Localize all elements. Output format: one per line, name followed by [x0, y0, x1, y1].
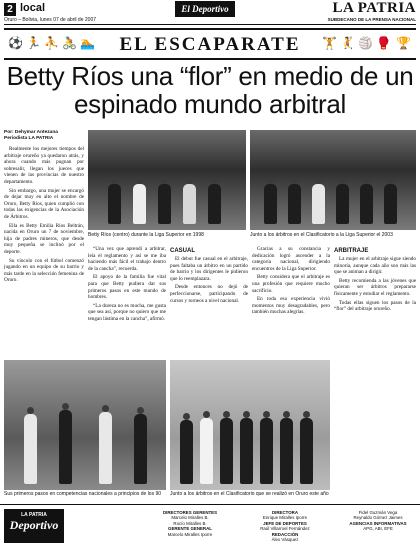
- staff-role: DIRECTORA: [271, 510, 299, 515]
- figure-icon: 🥊: [376, 36, 391, 50]
- paragraph: Desde entonces no dejó de perfeccionarse, participando de cursos y torneos a nivel nacional.: [170, 284, 248, 304]
- paragraph: Betty recomienda a las jóvenes que quieran ser árbitros prepararse físicamente y estudiar el reglamento.: [334, 277, 416, 297]
- byline-author: Por: Dehymar Antezana: [4, 130, 58, 135]
- page-header: [0, 0, 420, 28]
- footer-logo: [4, 509, 64, 543]
- staff-name: Raúl Villarroel Fernández: [260, 526, 310, 532]
- figure-icon: ⚽: [8, 36, 23, 50]
- dateline: Oruro – Bolivia, lunes 07 de abril de 2007: [4, 17, 97, 23]
- staff-role: GERENTE GENERAL: [168, 526, 212, 532]
- article-column-4: [252, 246, 330, 358]
- paragraph: Todas ellas siguen los pasos de la “flor” del arbitraje orureño.: [334, 299, 416, 313]
- paragraph: El debut fue casual en el arbitraje, pues faltaba un árbitro en un partido de barrio y los dirigentes le pidieron que lo reemplazara.: [170, 256, 248, 282]
- paragraph: Betty considera que el arbitraje es una profesión que requiere mucho sacrificio.: [252, 274, 330, 294]
- paragraph: Sin embargo, una mujer se encargó de dejar muy en alto el nombre de Oruro, Betty Ríos, quien cumplió con todas las exigencias de la Asociación de Árbitros.: [4, 187, 84, 220]
- article-column-1: [4, 146, 84, 356]
- staff-name: Marcelo Miralles Iporre: [167, 531, 213, 537]
- paragraph: En toda esa experiencia vivió momentos muy desagradables, pero también muchas alegrías.: [252, 296, 330, 316]
- paragraph: Gracias a su constancia y dedicación logró ascender a la categoría nacional, dirigiendo encuentros de la Liga Superior.: [252, 246, 330, 272]
- header-rule: [4, 24, 416, 25]
- article-headline: Betty Ríos una “flor” en medio de un espinado mundo arbitral: [6, 61, 414, 119]
- photo-primeros-pasos: [4, 360, 166, 490]
- photo-liga-superior-1998: [88, 130, 246, 230]
- staff-name: Fidel Guzmán Vega: [358, 510, 398, 515]
- staff-name: APG, ABI, EFE: [363, 526, 393, 532]
- photo-clasificatorio-oruro: [170, 360, 330, 490]
- newspaper-brand: LA PATRIA: [332, 0, 416, 16]
- figure-icon: 🏋: [322, 36, 337, 50]
- staff-block: [340, 510, 416, 532]
- paragraph: “Una vez que aprendí a arbitrar, leía el reglamento y así se me iba haciendo más fácil el trabajo dentro de la cancha”, recuerda.: [88, 246, 166, 272]
- supplement-logo: El Deportivo: [175, 1, 235, 17]
- staff-name: Reynaldo Gómez Jaimes: [353, 515, 403, 521]
- paragraph: Realmente los mejores tiempos del arbitraje orureño ya quedaron atrás, y ahora cuando más pugnan por sobresalir, llegan los jueces que vienen de las provincias de nuestro departamento.: [4, 146, 84, 185]
- figure-icon: 🏊: [80, 36, 95, 50]
- staff-name: Álex Vásquez: [271, 537, 299, 543]
- section-label: local: [20, 2, 46, 14]
- figure-icon: 🏐: [358, 36, 373, 50]
- paragraph: Su vínculo con el fútbol comenzó jugando en un equipo de su barrio y más tarde en la selección femenina de Oruro.: [4, 257, 84, 284]
- staff-role: DIRECTORES GERENTES: [162, 510, 218, 515]
- photo-caption: Junto a los árbitros en el Clasificatorio que se realizó en Oruro este año: [170, 491, 329, 497]
- photo-caption: Junto a los árbitros en el Clasificatorio a la Liga Superior el 2003: [250, 232, 393, 238]
- photo-clasificatorio-2003: [250, 130, 416, 230]
- subheading: CASUAL: [170, 248, 195, 254]
- footer-logo-bottom: Deportivo: [9, 518, 59, 532]
- paragraph: La mujer en el arbitraje sigue siendo minoría, aunque cada año son más las que se animan a dirigir.: [334, 256, 416, 276]
- masthead-footer: [0, 504, 420, 547]
- section-banner: [4, 28, 416, 60]
- byline-role: Periodista LA PATRIA: [4, 136, 54, 141]
- figure-icon: ⛹: [44, 36, 59, 50]
- paragraph: Ella es Betty Emilia Ríos Beltrán, nacida en Oruro un 7 de noviembre, hija de padres mineros, que desde muy pequeña se inclinó por el deporte.: [4, 222, 84, 255]
- figure-icon: 🏃: [26, 36, 41, 50]
- photo-caption: Betty Ríos (centro) durante la Liga Superior en 1998: [88, 232, 204, 238]
- byline: [4, 130, 58, 142]
- figure-icon: 🚴: [62, 36, 77, 50]
- banner-title: EL ESCAPARATE: [119, 34, 301, 55]
- paragraph: “La dureza no es mucha, me gusta que sea así, porque no quiero que me tengan lástima en la cancha”, afirmó.: [88, 302, 166, 322]
- footer-logo-top: LA PATRIA: [21, 512, 47, 518]
- subheading: ARBITRAJE: [334, 248, 369, 254]
- staff-block: [240, 510, 330, 542]
- page-number: 2: [4, 3, 16, 16]
- newspaper-tagline: SUBDECANO DE LA PRENSA NACIONAL: [327, 17, 416, 22]
- staff-name: Enrique Miralles Iporre: [262, 515, 308, 521]
- staff-role: AGENCIAS INFORMATIVAS: [349, 520, 407, 526]
- staff-block: [150, 510, 230, 537]
- staff-role: REDACCIÓN: [271, 531, 299, 537]
- figure-icon: 🤾: [340, 36, 355, 50]
- figure-icon: 🏆: [396, 36, 411, 50]
- article-column-5: [334, 246, 416, 498]
- photo-caption: Sus primeros pasos en competencias nacionales a principios de los 90: [4, 491, 162, 497]
- staff-name: Marcelo Miralles B.: [171, 515, 209, 521]
- paragraph: El apoyo de la familia fue vital para que Betty pudiera dar sus primeros pasos en este mundo de hombres.: [88, 274, 166, 301]
- article-column-2: [88, 246, 166, 358]
- staff-role: JEFE DE DEPORTES: [263, 520, 307, 526]
- staff-name: Rocío Miralles B.: [173, 520, 207, 526]
- article-column-3: [170, 246, 248, 358]
